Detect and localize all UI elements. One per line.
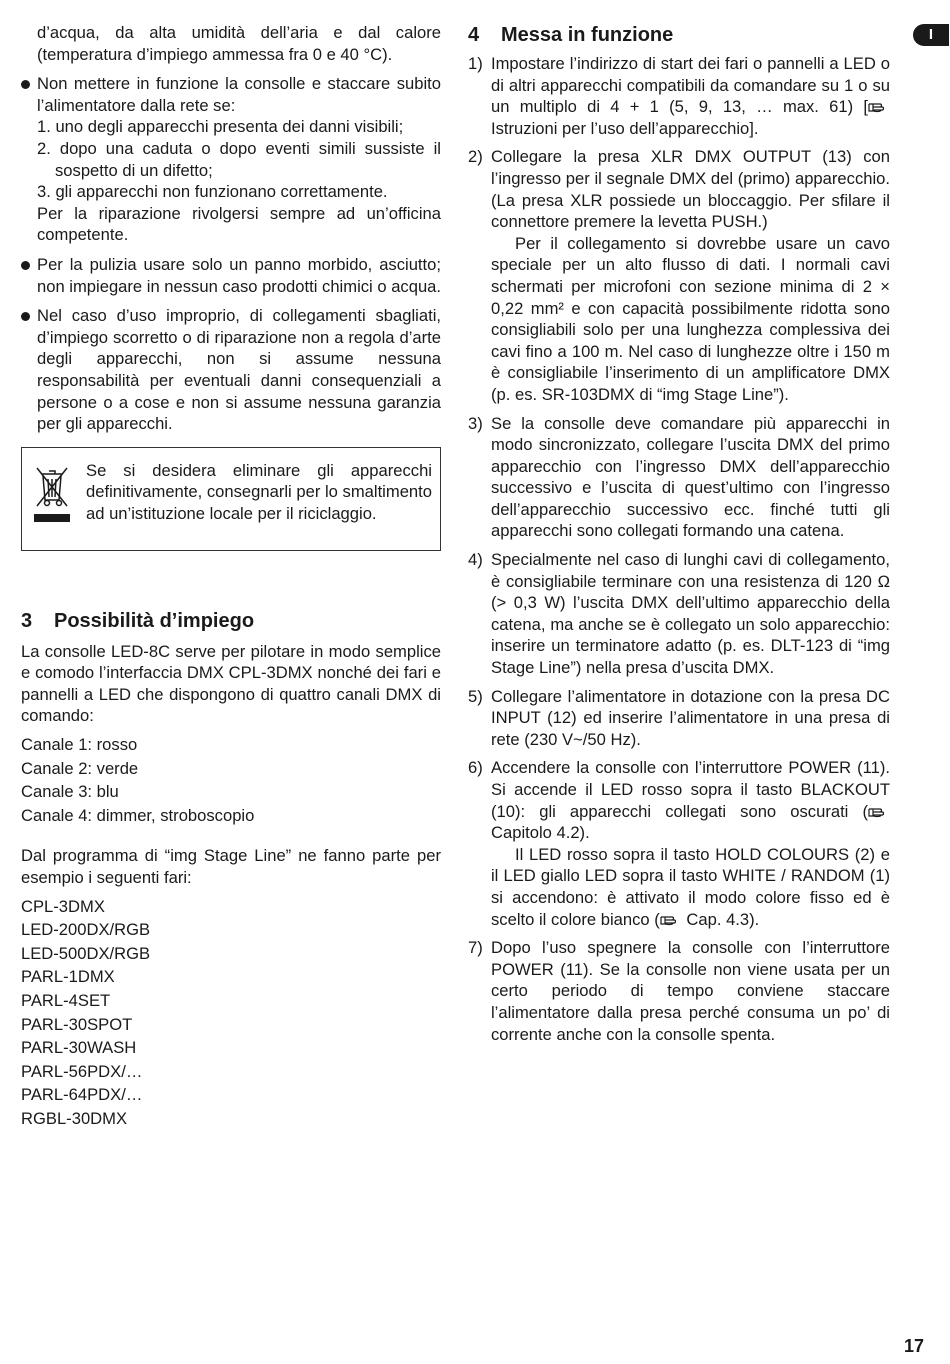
bullet-cleaning xyxy=(21,254,441,297)
step-text: Accendere la consolle con l’interruttore POWER (11). Si accende il LED rosso sopra il tasto BLACKOUT (10): gli apparecchi collegati sono oscurati ( xyxy=(491,758,890,821)
pointing-hand-icon xyxy=(868,101,890,113)
step-text: Collegare la presa XLR DMX OUTPUT (13) con l’ingresso per il segnale DMX del (primo) apparecchio. (La presa XLR possiede un bloccaggio. Per sfilare il connettore premere la levetta PUSH.) xyxy=(491,147,890,232)
step-text: Per il collegamento si dovrebbe usare un cavo speciale per un alto flusso di dati. I normali cavi schermati per microfoni con sezione minima di 2 × 0,22 mm² e con capacità possibilmente ridotta sono consigliabili solo per una lunghezza complessiva dei cavi fino a 100 m. Nel caso di lunghezze oltre i 150 m è consigliabile l’inserimento di un amplificatore DMX (p. es. SR-103DMX di “img Stage Line”). xyxy=(491,233,890,404)
step-text: Impostare l’indirizzo di start dei fari o pannelli a LED o di altri apparecchi compatibili da comandare su 1 o su un multiplo di 4 + 1 (5, 9, 13, … max. 61) [ xyxy=(491,54,890,117)
list-item: PARL-64PDX/… xyxy=(21,1085,143,1105)
left-column xyxy=(21,22,441,1131)
bullet-liability xyxy=(21,305,441,435)
list-item: PARL-1DMX xyxy=(21,967,115,987)
list-item: PARL-4SET xyxy=(21,991,111,1010)
bullet-text: Per la riparazione rivolgersi sempre ad un’officina competente. xyxy=(37,203,441,245)
bullet-icon xyxy=(21,80,30,89)
bullet-text: Per la pulizia usare solo un panno morbido, asciutto; non impiegare in nessun caso prodotti chimici o acqua. xyxy=(37,254,442,296)
step-text: Capitolo 4.2). xyxy=(491,823,590,843)
channel-list xyxy=(21,733,441,827)
bullet-icon xyxy=(21,261,30,270)
step-item xyxy=(468,686,890,751)
section-title: Messa in funzione xyxy=(501,24,674,46)
section-3-paragraph-2: Dal programma di “img Stage Line” ne fanno parte per esempio i seguenti fari: xyxy=(21,846,441,888)
section-3-heading xyxy=(21,609,441,633)
list-item: 3. gli apparecchi non funzionano correttamente. xyxy=(37,182,388,202)
bullet-icon xyxy=(21,312,30,321)
intro-text: d’acqua, da alta umidità dell’aria e dal calore (temperatura d’impiego ammessa fra 0 e 40 °C). xyxy=(37,23,441,64)
list-item: Canale 2: verde xyxy=(21,758,139,778)
step-text: Dopo l’uso spegnere la consolle con l’interruttore POWER (11). Se la consolle non viene usata per un certo periodo di tempo conviene staccare l’alimentatore dalla presa perché consuma un po’ di corrente anche con la consolle spenta. xyxy=(491,938,890,1044)
step-number: 5) xyxy=(468,686,483,706)
right-column xyxy=(468,23,890,1052)
step-text: Cap. 4.3). xyxy=(681,909,760,929)
step-number: 4) xyxy=(468,550,483,570)
step-number: 7) xyxy=(468,938,483,958)
list-item: CPL-3DMX xyxy=(21,896,105,916)
bullet-no-operation xyxy=(21,73,441,246)
weee-notice-box xyxy=(21,447,441,551)
section-number: 3 xyxy=(21,609,33,632)
step-text: Istruzioni per l’uso dell’apparecchio]. xyxy=(491,118,759,138)
section-title: Possibilità d’impiego xyxy=(54,609,255,632)
section-number: 4 xyxy=(468,24,480,46)
step-text: Specialmente nel caso di lunghi cavi di collegamento, è consigliabile terminare con una resistenza di 120 Ω (> 0,3 W) l’uscita DMX dell’ultimo apparecchio della catena, ma anche se è collegato un solo apparecchio: inserire un terminatore adatto (p. es. DLT-123 di “img Stage Line”) nella presa d’uscita DMX. xyxy=(491,550,890,678)
list-item: 1. uno degli apparecchi presenta dei danni visibili; xyxy=(37,117,404,137)
pointing-hand-icon xyxy=(868,806,890,818)
page-number: 17 xyxy=(904,1336,925,1356)
step-item xyxy=(468,413,890,543)
bullet-text: Nel caso d’uso improprio, di collegamenti sbagliati, d’impiego scorretto o di riparazione non a regola d’arte degli apparecchi, non si assume nessuna responsabilità per eventuali danni consequenziali a persone o a cose e non si assume nessuna garanzia per gli apparecchi. xyxy=(37,306,441,434)
step-text: Il LED rosso sopra il tasto HOLD COLOURS (2) e il LED giallo LED sopra il tasto WHITE / RANDOM (1) si accendono: è attivato il modo colore fisso ed è scelto il colore bianco ( xyxy=(491,844,890,929)
step-item xyxy=(468,146,890,405)
bullet-text: Non mettere in funzione la consolle e staccare subito l’alimentatore dalla rete se: xyxy=(37,74,441,115)
list-item: PARL-56PDX/… xyxy=(21,1061,143,1081)
list-item: PARL-30WASH xyxy=(21,1038,137,1058)
crossed-bin-icon xyxy=(32,462,72,526)
step-text: Se la consolle deve comandare più apparecchi in modo sincronizzato, collegare l’uscita DMX del primo apparecchio con l’ingresso DMX dell’apparecchio successivo e l’uscita di quest’ultimo con l’ingresso dell’apparecchio successivo ecc. finché tutti gli apparecchi sono collegati formando una catena. xyxy=(491,413,890,541)
list-item: LED-500DX/RGB xyxy=(21,943,151,963)
list-item: Canale 4: dimmer, stroboscopio xyxy=(21,805,255,825)
section-3-paragraph: La consolle LED-8C serve per pilotare in modo semplice e comodo l’interfaccia DMX CPL-3DMX nonché dei fari e pannelli a LED che dispongono di quattro canali DMX di comando: xyxy=(21,641,441,726)
step-item xyxy=(468,549,890,679)
setup-steps xyxy=(468,53,890,1045)
section-4-heading xyxy=(468,23,890,47)
list-item: LED-200DX/RGB xyxy=(21,920,151,940)
step-number: 1) xyxy=(468,54,483,73)
model-list xyxy=(21,895,441,1131)
list-item: 2. dopo una caduta o dopo eventi simili sussiste il sospetto di un difetto; xyxy=(37,138,441,180)
step-text: Collegare l’alimentatore in dotazione con la presa DC INPUT (12) ed inserire l’alimentatore in una presa di rete (230 V~/50 Hz). xyxy=(491,686,890,749)
pointing-hand-icon xyxy=(660,914,682,926)
step-number: 2) xyxy=(468,147,483,167)
list-item: Canale 3: blu xyxy=(21,782,119,802)
step-number: 6) xyxy=(468,758,483,778)
step-item xyxy=(468,937,890,1045)
language-badge: I xyxy=(913,24,949,46)
step-item xyxy=(468,53,890,139)
weee-text: Se si desidera eliminare gli apparecchi definitivamente, consegnarli per lo smaltimento ad un’istituzione locale per il riciclaggio. xyxy=(86,460,432,523)
list-item: Canale 1: rosso xyxy=(21,735,138,755)
list-item: PARL-30SPOT xyxy=(21,1014,133,1034)
step-number: 3) xyxy=(468,413,483,433)
list-item: RGBL-30DMX xyxy=(21,1108,128,1128)
step-item xyxy=(468,757,890,930)
